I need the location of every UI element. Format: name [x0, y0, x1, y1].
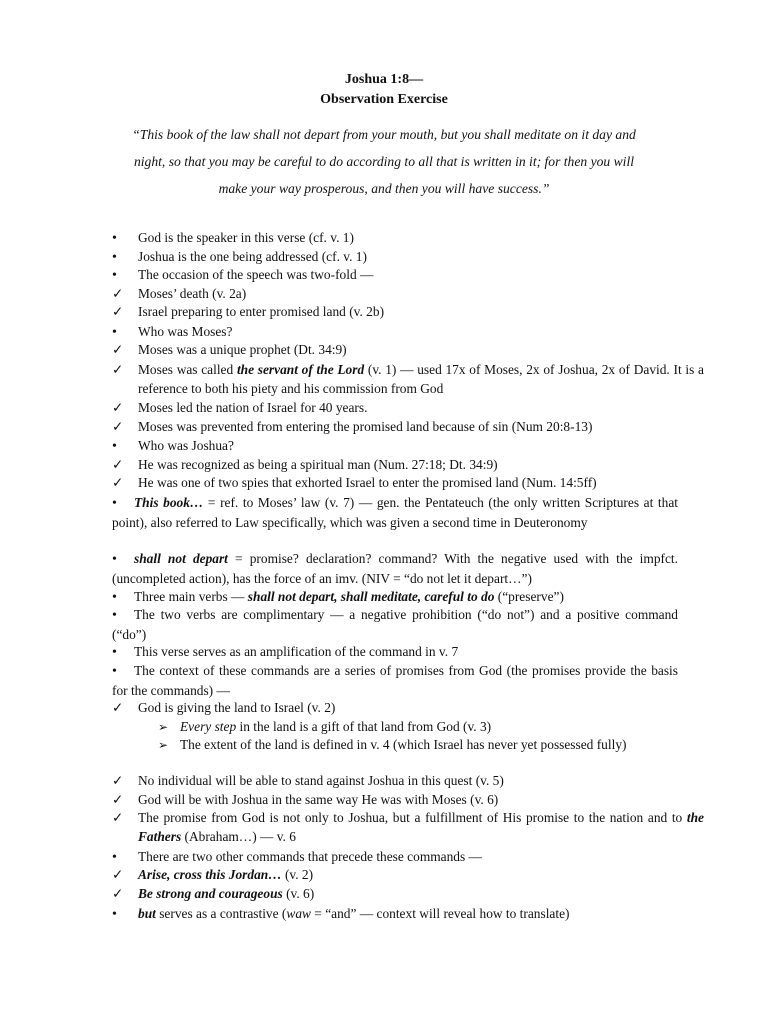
bullet-icon: •	[112, 250, 117, 265]
bullet-icon: •	[112, 439, 117, 454]
checkmark-icon: ✓	[112, 457, 124, 472]
bullet-icon: •	[112, 231, 117, 246]
checkmark-icon: ✓	[112, 304, 124, 319]
checkmark-icon: ✓	[112, 886, 124, 901]
bullet-icon: •	[112, 268, 117, 283]
bullet-icon: •	[112, 664, 117, 679]
list-item: ✓ Arise, cross this Jordan… (v. 2)	[112, 866, 704, 885]
bullet-icon: •	[112, 590, 117, 605]
checkmark-icon: ✓	[112, 286, 124, 301]
quote-line-3: make your way prosperous, and then you will have success.”	[218, 181, 550, 196]
list-item: ✓ Moses was prevented from entering the promised land because of sin (Num 20:8-13)	[112, 418, 704, 437]
bullet-icon: •	[112, 552, 117, 567]
list-item: ✓ God will be with Joshua in the same way He was with Moses (v. 6)	[112, 791, 704, 810]
list-item: • Who was Joshua?	[112, 437, 704, 457]
checkmark-icon: ✓	[112, 810, 124, 825]
checkmark-icon: ✓	[112, 400, 124, 415]
list-item: ✓ Moses was a unique prophet (Dt. 34:9)	[112, 341, 704, 360]
list-item: • This book… = ref. to Moses’ law (v. 7) — gen. the Pentateuch (the only written Scriptures at that point), also referred to Law specifically, which was given a second time in Deuteronomy	[112, 495, 678, 530]
list-item: ✓ God is giving the land to Israel (v. 2)	[112, 699, 704, 718]
arrow-bullet-icon: ➢	[158, 738, 169, 752]
quote-line-1: “This book of the law shall not depart from your mouth, but you shall meditate on it day and	[132, 127, 636, 142]
bullet-icon: •	[112, 907, 117, 922]
checkmark-icon: ✓	[112, 342, 124, 357]
list-item: • The occasion of the speech was two-fold —	[112, 266, 704, 286]
list-item: • This verse serves as an amplification of the command in v. 7	[112, 643, 678, 663]
checkmark-icon: ✓	[112, 700, 124, 715]
list-item: ✓ Moses was called the servant of the Lord (v. 1) — used 17x of Moses, 2x of Joshua, 2x of David. It is a reference to both his piety and his commission from God	[112, 362, 704, 396]
list-item: ✓ Moses’ death (v. 2a)	[112, 285, 704, 304]
list-item: ✓ He was recognized as being a spiritual man (Num. 27:18; Dt. 34:9)	[112, 456, 704, 475]
list-item: ✓ Moses led the nation of Israel for 40 years.	[112, 399, 704, 418]
bullet-icon: •	[112, 850, 117, 865]
bullet-icon: •	[112, 325, 117, 340]
list-item: • but serves as a contrastive (waw = “and” — context will reveal how to translate)	[112, 905, 704, 925]
list-item: ✓ The promise from God is not only to Joshua, but a fulfillment of His promise to the nation and to the Fathers (Abraham…) — v. 6	[112, 810, 704, 844]
document-subtitle: Observation Exercise	[320, 92, 448, 107]
bullet-icon: •	[112, 496, 117, 511]
quote-line-2: night, so that you may be careful to do according to all that is written in it; for then you will	[133, 154, 635, 169]
bullet-icon: •	[112, 608, 117, 623]
checkmark-icon: ✓	[112, 867, 124, 882]
list-item: ✓ No individual will be able to stand against Joshua in this quest (v. 5)	[112, 772, 704, 791]
list-item: • Who was Moses?	[112, 323, 704, 343]
list-item: ✓ He was one of two spies that exhorted Israel to enter the promised land (Num. 14:5ff)	[112, 474, 704, 493]
document-title: Joshua 1:8—	[344, 72, 424, 87]
list-item: ➢ Every step in the land is a gift of that land from God (v. 3)	[158, 718, 700, 737]
list-item: ✓ Be strong and courageous (v. 6)	[112, 885, 704, 904]
checkmark-icon: ✓	[112, 362, 124, 377]
list-item: • God is the speaker in this verse (cf. v. 1)	[112, 229, 704, 249]
checkmark-icon: ✓	[112, 475, 124, 490]
bullet-icon: •	[112, 645, 117, 660]
list-item: • shall not depart = promise? declaration? command? With the negative used with the impfct. (uncompleted action), has the force of an imv. (NIV = “do not let it depart…”)	[112, 551, 678, 586]
list-item: • Three main verbs — shall not depart, shall meditate, careful to do (“preserve”)	[112, 588, 678, 608]
list-item: • There are two other commands that precede these commands —	[112, 848, 704, 868]
list-item: ✓ Israel preparing to enter promised land (v. 2b)	[112, 303, 704, 322]
checkmark-icon: ✓	[112, 792, 124, 807]
list-item: • The two verbs are complimentary — a negative prohibition (“do not”) and a positive command (“do”)	[112, 607, 678, 642]
list-item: • The context of these commands are a series of promises from God (the promises provide the basis for the commands) —	[112, 663, 678, 698]
list-item: ➢ The extent of the land is defined in v. 4 (which Israel has never yet possessed fully)	[158, 736, 700, 755]
checkmark-icon: ✓	[112, 773, 124, 788]
checkmark-icon: ✓	[112, 419, 124, 434]
arrow-bullet-icon: ➢	[158, 720, 169, 734]
list-item: • Joshua is the one being addressed (cf. v. 1)	[112, 248, 704, 268]
